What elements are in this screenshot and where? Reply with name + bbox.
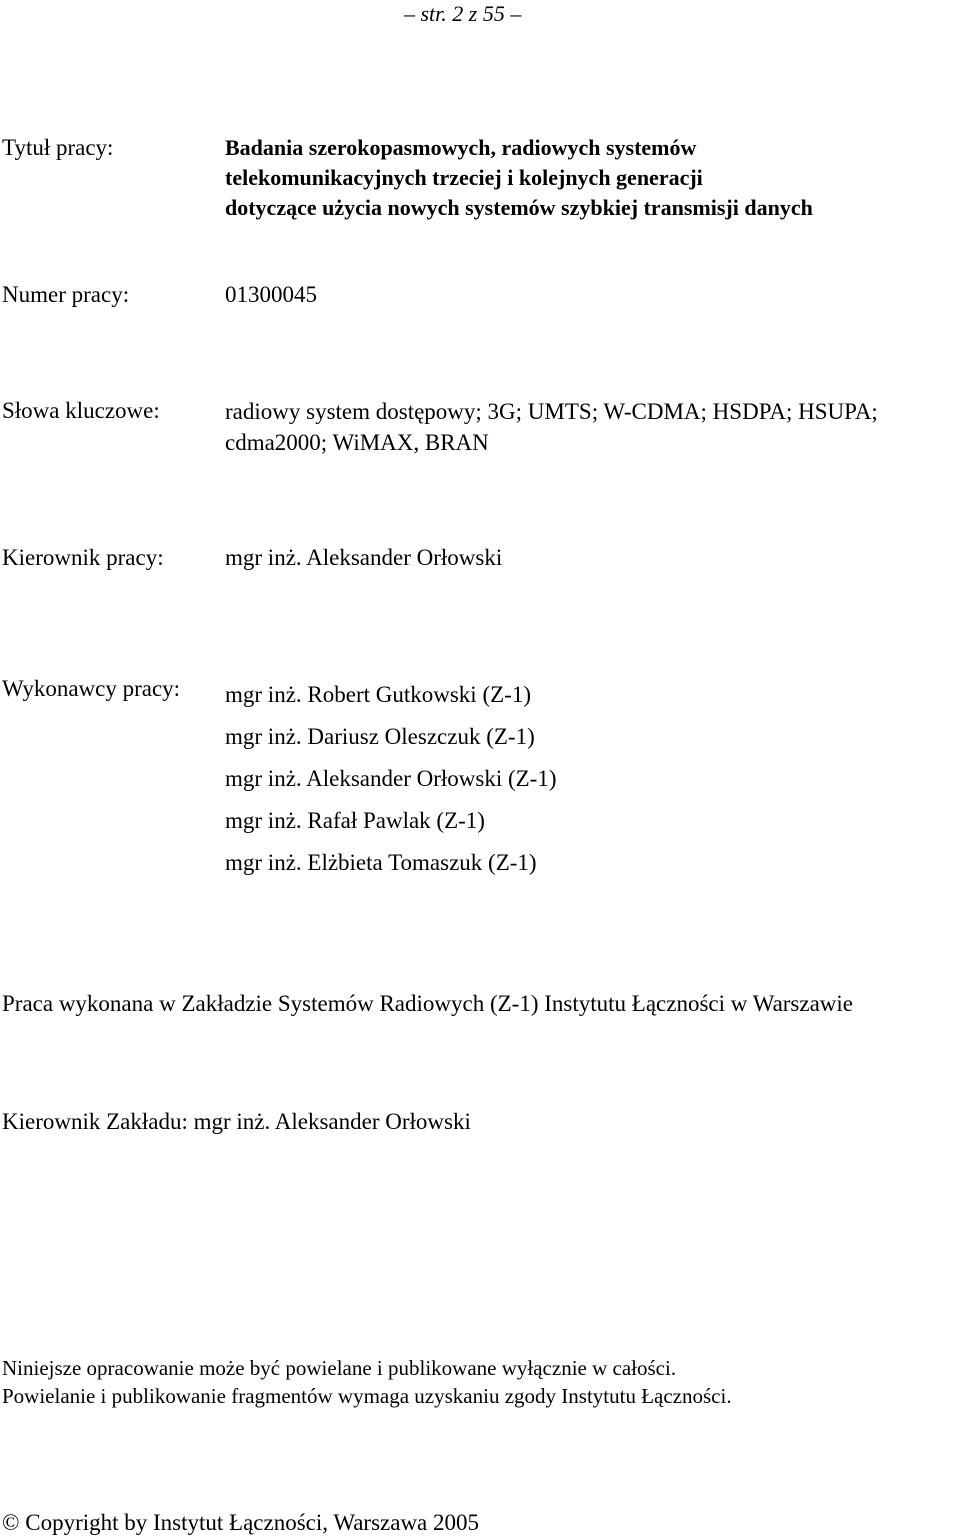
author-item: mgr inż. Aleksander Orłowski (Z-1) (225, 766, 557, 791)
author-item: mgr inż. Dariusz Oleszczuk (Z-1) (225, 724, 535, 749)
author-item: mgr inż. Elżbieta Tomaszuk (Z-1) (225, 850, 537, 875)
notice-line: Powielanie i publikowanie fragmentów wymaga uzyskaniu zgody Instytutu Łączności. (2, 1384, 732, 1408)
work-title-line: Badania szerokopasmowych, radiowych systemów (225, 135, 697, 160)
work-title-line: telekomunikacyjnych trzeciej i kolejnych generacji (225, 165, 703, 190)
supervisor-label: Kierownik pracy: (2, 545, 164, 570)
supervisor-name: mgr inż. Aleksander Orłowski (225, 545, 503, 570)
keywords-line: cdma2000; WiMAX, BRAN (225, 430, 489, 455)
authors-label: Wykonawcy pracy: (2, 676, 181, 701)
copyright-notice (2, 1354, 732, 1410)
notice-line: Niniejsze opracowanie może być powielane i publikowane wyłącznie w całości. (2, 1356, 677, 1380)
author-item: mgr inż. Robert Gutkowski (Z-1) (225, 682, 531, 707)
work-title (225, 133, 813, 223)
department-head: Kierownik Zakładu: mgr inż. Aleksander Orłowski (2, 1109, 471, 1134)
copyright-line: © Copyright by Instytut Łączności, Warszawa 2005 (2, 1510, 480, 1535)
authors-list (225, 674, 557, 884)
author-item: mgr inż. Rafał Pawlak (Z-1) (225, 808, 485, 833)
keywords-label: Słowa kluczowe: (2, 398, 160, 423)
work-number-row (2, 280, 317, 310)
keywords-value (225, 396, 878, 458)
institute-statement: Praca wykonana w Zakładzie Systemów Radiowych (Z-1) Instytutu Łączności w Warszawie (2, 991, 854, 1016)
title-label: Tytuł pracy: (2, 135, 114, 160)
page-number-header: – str. 2 z 55 – (404, 1, 522, 26)
work-number-value: 01300045 (225, 282, 317, 307)
work-title-line: dotyczące użycia nowych systemów szybkiej transmisji danych (225, 195, 813, 220)
work-number-label: Numer pracy: (2, 282, 130, 307)
keywords-line: radiowy system dostępowy; 3G; UMTS; W-CDMA; HSDPA; HSUPA; (225, 399, 878, 424)
